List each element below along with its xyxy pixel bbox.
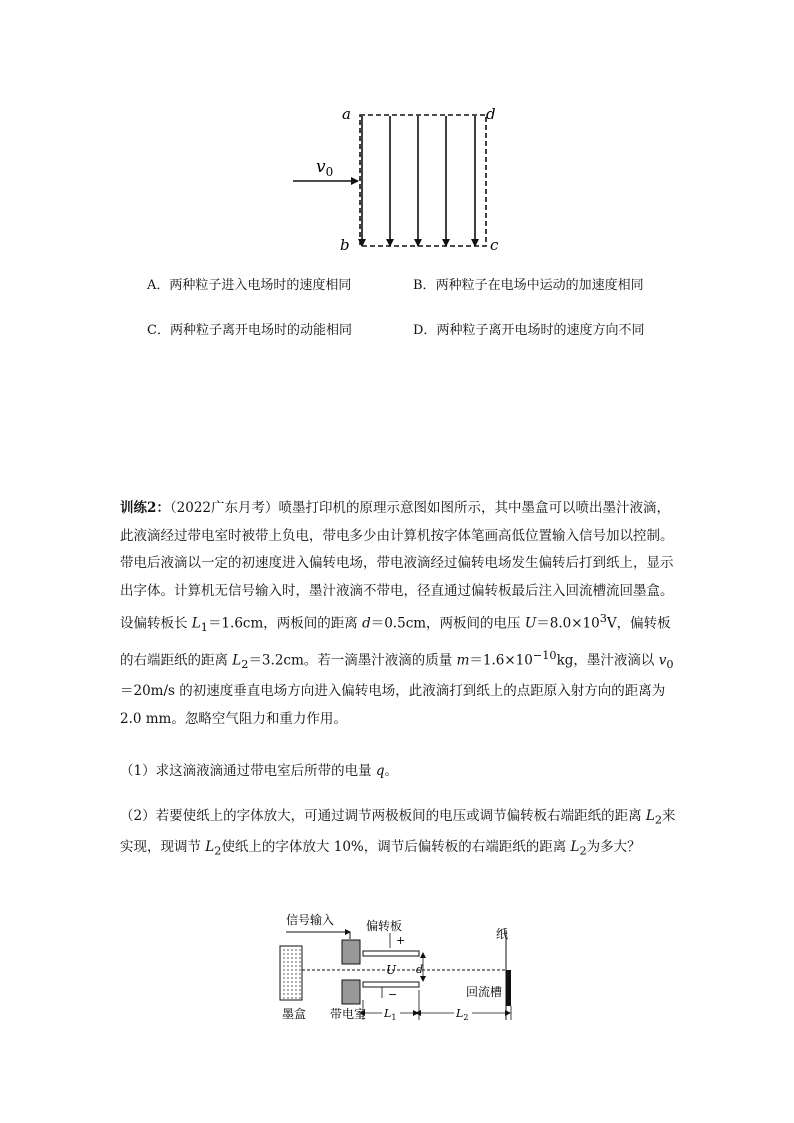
charge-room-top [342,940,360,964]
minus-sign: − [388,988,398,1001]
paper-label: 纸 [496,927,509,941]
voltage-label: U [386,963,397,977]
label-d: d [486,105,496,123]
lower-plate [363,982,419,987]
L2-label: $L_2$ [456,1007,469,1022]
charge-room-bottom [342,980,360,1004]
label-v0: $v_0$ [316,157,334,179]
ink-box [280,946,302,1000]
label-b: b [340,236,350,254]
question-2: （2）若要使纸上的字体放大，可通过调节两极板间的电压或调节偏转板右端距纸的距离 $L_2$来实现，现调节 $L_2$使纸上的字体放大 10%，调节后偏转板的右端距纸的距离 $L_2$为多大？ [120,808,676,858]
gap-label: d [416,963,424,976]
plus-sign: + [396,934,406,947]
problem-label: 训练2： [120,500,170,516]
L1-label: $L_1$ [384,1007,397,1022]
return-slot-label: 回流槽 [466,985,503,999]
field-boundary [360,115,486,246]
upper-plate [363,951,419,956]
option-b: B．两种粒子在电场中运动的加速度相同 [413,278,644,293]
deflector-label: 偏转板 [366,919,403,933]
field-diagram [280,100,520,260]
inkjet-diagram [270,908,530,1028]
return-slot [506,970,511,1006]
question-1: （1）求这滴液滴通过带电室后所带的电量 q。 [120,763,399,779]
problem-text: 训练2：（2022广东月考）喷墨打印机的原理示意图如图所示，其中墨盒可以喷出墨汁液滴，此液滴经过带电室时被带上负电，带电多少由计算机按字体笔画高低位置输入信号加以控制。带电后液滴以一定的初速度进入偏转电场，带电液滴经过偏转电场发生偏转后打到纸上，显示出字体。计算机无信号输入时，墨汁液滴不带电，径直通过偏转板最后注入回流槽流回墨盒。设偏转板长 $L_1=1.6cm$，两板间的距离 d＝0.5cm，两板间的电压 $U=8.0\times 10^3V$，偏转板的右端距纸的距离 $L_2=3.2cm$。若一滴墨汁液滴的质量 $m=1.6\times 10^{-10}kg$，墨汁液滴以 $v_0=20m/s$ 的初速度垂直电场方向进入偏转电场，此液滴打到纸上的点距原入射方向的距离为 2.0 mm。忽略空气阻力和重力作用。 [120,500,674,727]
signal-input-label: 信号输入 [286,913,335,927]
option-d: D．两种粒子离开电场时的速度方向不同 [413,323,645,338]
option-c: C．两种粒子离开电场时的动能相同 [147,323,352,338]
ink-box-label: 墨盒 [282,1007,307,1021]
option-a: A．两种粒子进入电场时的速度相同 [147,278,352,293]
label-c: c [490,236,499,254]
label-a: a [342,105,351,123]
charge-room-label: 带电室 [330,1007,367,1021]
